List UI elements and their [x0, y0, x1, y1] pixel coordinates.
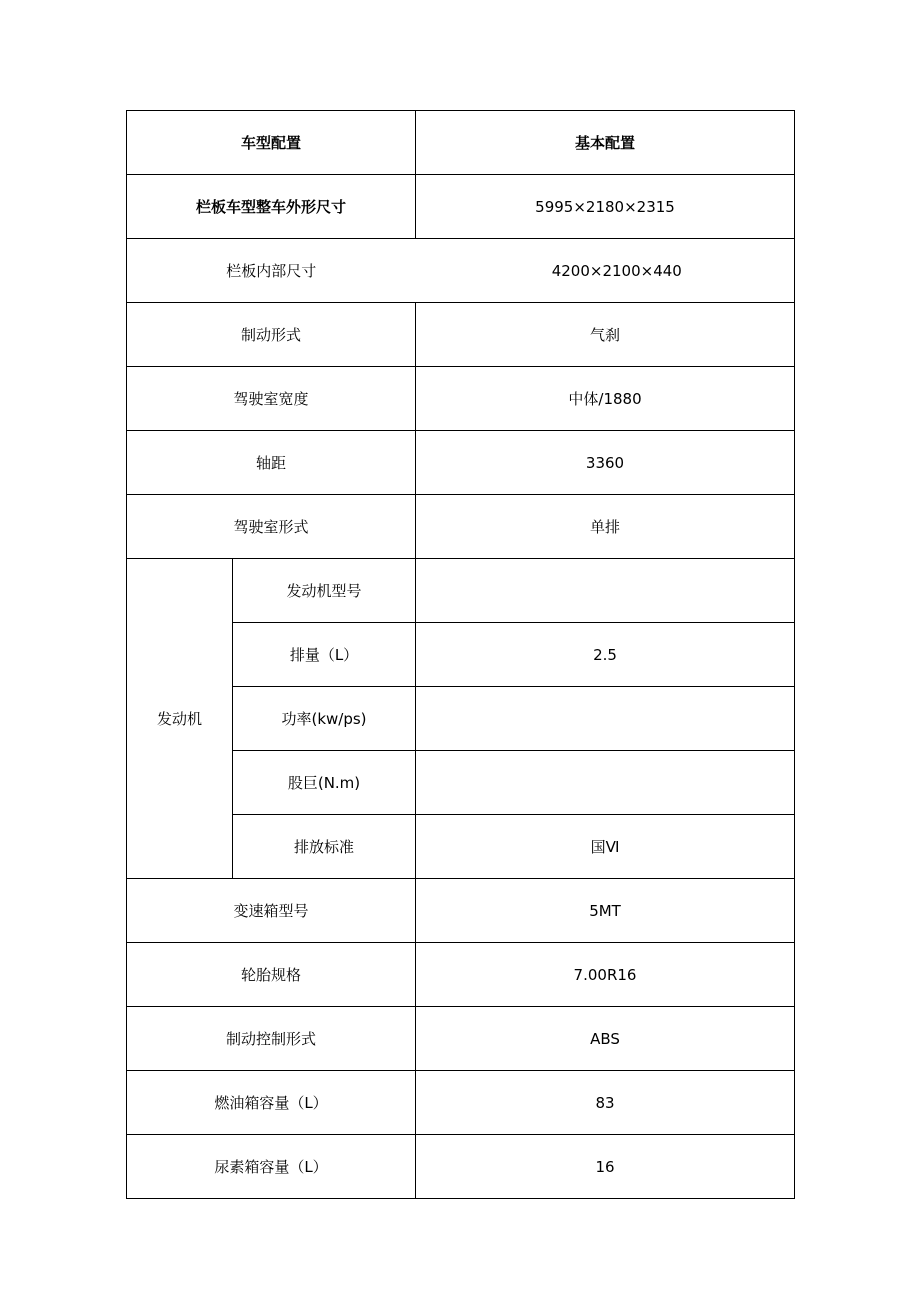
row-value: 5995×2180×2315	[416, 175, 795, 239]
row-label: 轴距	[127, 431, 416, 495]
engine-item-label: 功率(kw/ps)	[233, 687, 416, 751]
engine-item-value	[416, 751, 795, 815]
engine-item-label: 排放标准	[233, 815, 416, 879]
row-label: 制动形式	[127, 303, 416, 367]
engine-item-value: 2.5	[416, 623, 795, 687]
engine-group-label: 发动机	[127, 559, 233, 879]
row-value: ABS	[416, 1007, 795, 1071]
table-row	[127, 879, 795, 943]
row-value: 4200×2100×440	[416, 239, 795, 303]
row-value: 16	[416, 1135, 795, 1199]
engine-item-label: 股巨(N.m)	[233, 751, 416, 815]
row-label: 驾驶室宽度	[127, 367, 416, 431]
row-value: 中体/1880	[416, 367, 795, 431]
header-row	[127, 111, 795, 175]
table-row	[127, 431, 795, 495]
table-row	[127, 175, 795, 239]
row-label: 尿素箱容量（L）	[127, 1135, 416, 1199]
row-value: 83	[416, 1071, 795, 1135]
row-label: 制动控制形式	[127, 1007, 416, 1071]
header-basic-config: 基本配置	[416, 111, 795, 175]
row-label: 轮胎规格	[127, 943, 416, 1007]
table-row	[127, 303, 795, 367]
row-label: 栏板内部尺寸	[127, 239, 416, 303]
row-label: 栏板车型整车外形尺寸	[127, 175, 416, 239]
header-config-type: 车型配置	[127, 111, 416, 175]
engine-row	[127, 559, 795, 623]
table-row	[127, 1071, 795, 1135]
table-row	[127, 239, 795, 303]
spec-table	[126, 110, 795, 1199]
row-value: 5MT	[416, 879, 795, 943]
engine-item-value: 国Ⅵ	[416, 815, 795, 879]
table-row	[127, 1007, 795, 1071]
engine-item-label: 排量（L）	[233, 623, 416, 687]
row-label: 变速箱型号	[127, 879, 416, 943]
row-label: 燃油箱容量（L）	[127, 1071, 416, 1135]
table-row	[127, 943, 795, 1007]
engine-item-value	[416, 687, 795, 751]
row-value: 单排	[416, 495, 795, 559]
engine-item-value	[416, 559, 795, 623]
row-value: 7.00R16	[416, 943, 795, 1007]
table-row	[127, 1135, 795, 1199]
row-value: 3360	[416, 431, 795, 495]
table-row	[127, 495, 795, 559]
row-label: 驾驶室形式	[127, 495, 416, 559]
engine-item-label: 发动机型号	[233, 559, 416, 623]
table-row	[127, 367, 795, 431]
row-value: 气刹	[416, 303, 795, 367]
